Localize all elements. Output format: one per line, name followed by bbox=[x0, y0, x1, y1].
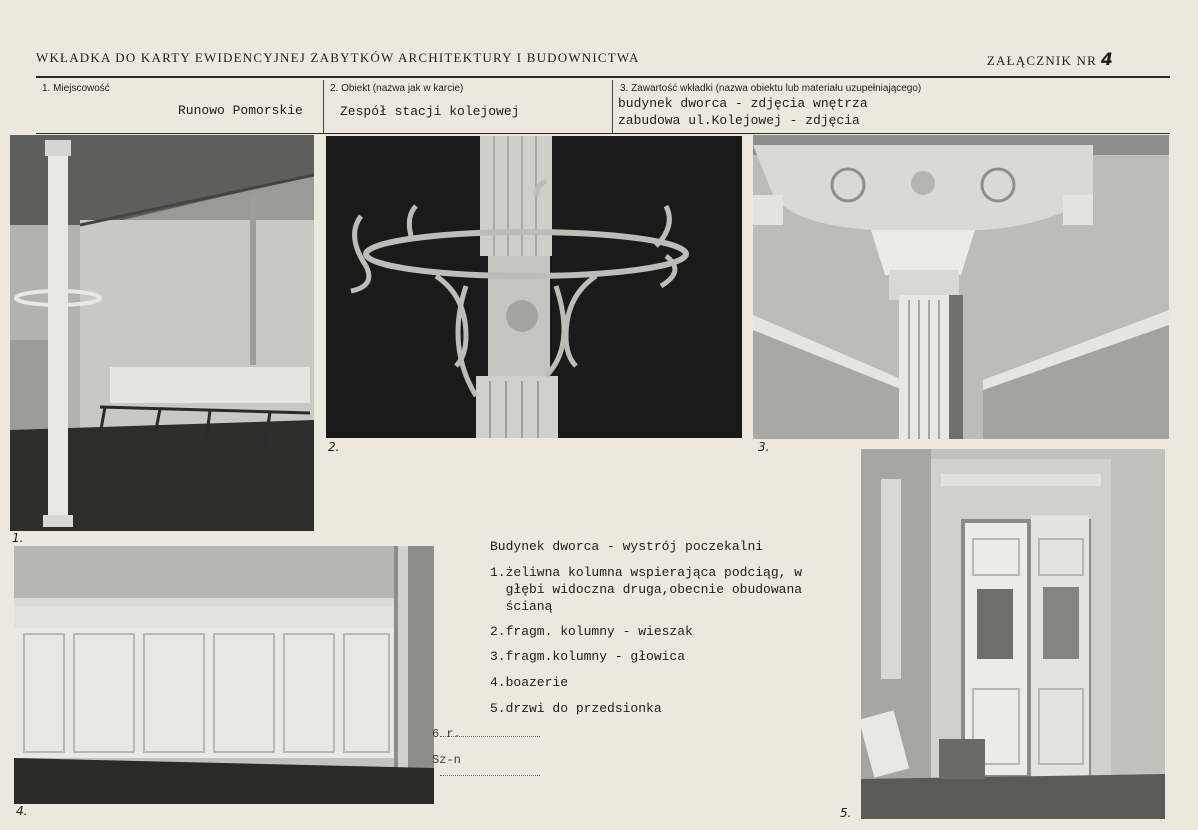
photo-column-coat-hook bbox=[326, 136, 742, 438]
description-heading: Budynek dworca - wystrój poczekalni bbox=[490, 539, 764, 554]
location-value: Runowo Pomorskie bbox=[178, 103, 303, 118]
footer-dotted-line bbox=[440, 775, 540, 776]
footer-dotted-line bbox=[440, 736, 540, 737]
photo-vestibule-doors bbox=[861, 449, 1165, 819]
field-divider bbox=[612, 80, 613, 134]
contents-line-2: zabudowa ul.Kolejowej - zdjęcia bbox=[618, 113, 860, 128]
annex-number: 4 bbox=[1100, 50, 1114, 70]
photo-column-capital bbox=[753, 135, 1169, 439]
description-item: 4.boazerie bbox=[490, 675, 569, 690]
header-rule bbox=[36, 76, 1170, 78]
contents-line-1: budynek dworca - zdjęcia wnętrza bbox=[618, 96, 868, 111]
location-label: 1. Miejscowość bbox=[42, 83, 110, 94]
field-divider bbox=[323, 80, 324, 134]
description-item: 5.drzwi do przedsionka bbox=[490, 701, 662, 716]
contents-label: 3. Zawartość wkładki (nazwa obiektu lub materiału uzupełniającego) bbox=[620, 83, 922, 94]
photo-4-number: 4. bbox=[16, 804, 28, 818]
photo-1-number: 1. bbox=[12, 531, 24, 545]
photo-5-number: 5. bbox=[840, 806, 852, 820]
photo-waiting-room-column bbox=[10, 135, 314, 531]
footer-fragment-2: Sz-n bbox=[432, 753, 461, 767]
footer-fragment-1: 6 r. bbox=[432, 727, 461, 741]
document-title: WKŁADKA DO KARTY EWIDENCYJNEJ ZABYTKÓW ARCHITEKTURY I BUDOWNICTWA bbox=[36, 50, 640, 65]
annex-label-text: ZAŁĄCZNIK NR bbox=[986, 53, 1097, 68]
object-label: 2. Obiekt (nazwa jak w karcie) bbox=[330, 83, 464, 94]
description-item: 2.fragm. kolumny - wieszak bbox=[490, 624, 693, 639]
description-item: 1.żeliwna kolumna wspierająca podciąg, w głębi widoczna druga,obecnie obudowana ścianą bbox=[490, 565, 803, 614]
photo-3-number: 3. bbox=[758, 440, 770, 454]
annex-label bbox=[987, 50, 1114, 70]
fields-rule bbox=[36, 133, 1170, 134]
object-value: Zespół stacji kolejowej bbox=[340, 104, 520, 119]
photo-2-number: 2. bbox=[328, 440, 340, 454]
description-item: 3.fragm.kolumny - głowica bbox=[490, 649, 686, 664]
photo-wainscoting bbox=[14, 546, 434, 804]
